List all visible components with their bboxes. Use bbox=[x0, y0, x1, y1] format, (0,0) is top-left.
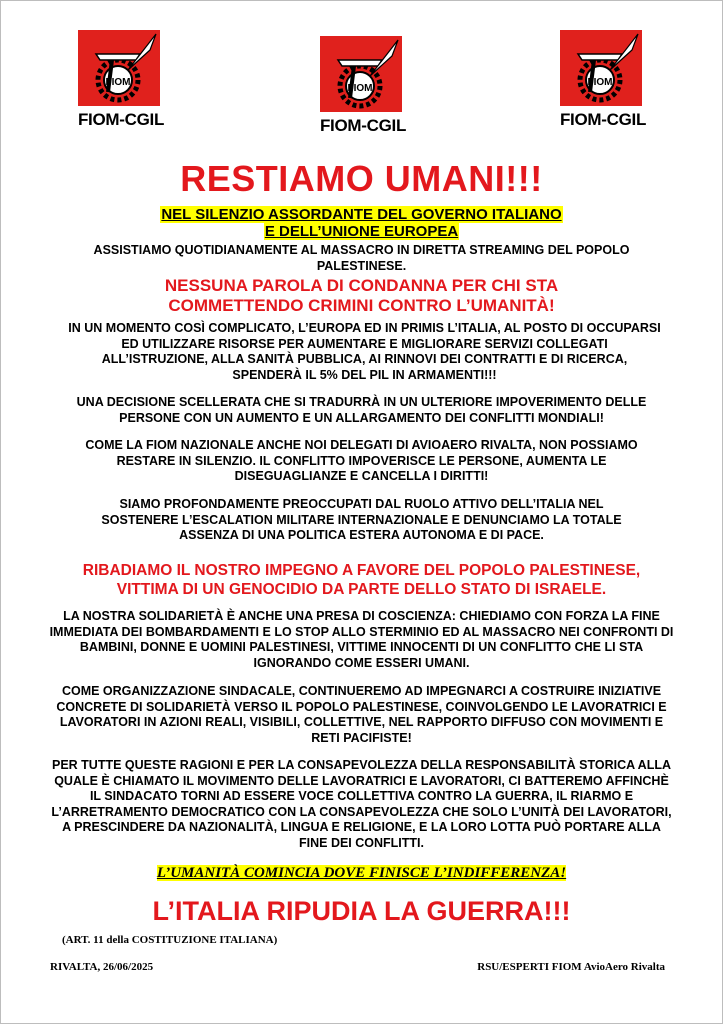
svg-text:FIOM: FIOM bbox=[587, 77, 613, 88]
highlight-text: NEL SILENZIO ASSORDANTE DEL GOVERNO ITALIANO bbox=[161, 206, 562, 223]
logo-name: FIOM-CGIL bbox=[319, 116, 407, 135]
gear-hammer-quill-icon bbox=[320, 36, 402, 112]
paragraph-armamenti: IN UN MOMENTO COSÌ COMPLICATO, L’EUROPA ED IN PRIMIS L’ITALIA, AL POSTO DI OCCUPARSI ED UTILIZZARE RISORSE PER AUMENTARE E MIGLIORARE SERVIZI COLLEGATI ALL’ISTRUZIONE, ALLA SANITÀ PUBBLICA, AI RINNOVI DEI CONTRATTI E DI RICERCA, SPENDERÀ IL 5% DEL PIL IN ARMAMENTI!!! bbox=[68, 321, 661, 382]
paragraph-preoccupati: SIAMO PROFONDAMENTE PREOCCUPATI DAL RUOLO ATTIVO DELL’ITALIA NEL SOSTENERE L’ESCALATION MILITARE INTERNAZIONALE E DENUNCIAMO LA TOTALE ASSENZA DI UNA POLITICA ESTERA AUTONOMA E DI PACE. bbox=[101, 497, 622, 542]
logo-name: FIOM-CGIL bbox=[77, 110, 165, 129]
fiom-cgil-logo-center bbox=[319, 36, 407, 140]
logo-name: FIOM-CGIL bbox=[559, 110, 647, 129]
highlight-heading-line1 bbox=[0, 206, 723, 223]
fiom-cgil-logo-left bbox=[77, 30, 165, 134]
main-title: RESTIAMO UMANI!!! bbox=[180, 158, 543, 199]
logo-red-square bbox=[78, 30, 160, 106]
gear-hammer-quill-icon bbox=[78, 30, 160, 106]
gear-hammer-quill-icon bbox=[560, 30, 642, 106]
svg-text:FIOM: FIOM bbox=[105, 77, 131, 88]
paragraph-ragioni: PER TUTTE QUESTE RAGIONI E PER LA CONSAPEVOLEZZA DELLA RESPONSABILITÀ STORICA ALLA QUALE È CHIAMATO IL MOVIMENTO DELLE LAVORATRICI E LAVORATORI, CI BATTEREMO AFFINCHÈ IL SINDACATO TORNI AD ESSERE VOCE COLLETTIVA CONTRO LA GUERRA, IL RIARMO E L’ARRETRAMENTO DEMOCRATICO CON LA CONSAPEVOLEZZA CHE SOLO L’UNITÀ DEI LAVORATORI, A PRESCINDERE DA NAZIONALITÀ, LINGUA E RELIGIONE, E LA LORO LOTTA PUÒ PORTARE ALLA FINE DEI CONFLITTI. bbox=[51, 758, 672, 850]
highlight-heading-line2 bbox=[0, 223, 723, 240]
fiom-cgil-logo-right bbox=[559, 30, 647, 134]
article-note: (ART. 11 della COSTITUZIONE ITALIANA) bbox=[62, 934, 278, 946]
paragraph-ribadiamo: RIBADIAMO IL NOSTRO IMPEGNO A FAVORE DEL POPOLO PALESTINESE, VITTIMA DI UN GENOCIDIO DA PARTE DELLO STATO DI ISRAELE. bbox=[82, 562, 641, 598]
place-date: RIVALTA, 26/06/2025 bbox=[50, 961, 154, 973]
paragraph-streaming: ASSISTIAMO QUOTIDIANAMENTE AL MASSACRO IN DIRETTA STREAMING DEL POPOLO PALESTINESE. bbox=[93, 243, 630, 273]
highlight-text: E DELL’UNIONE EUROPEA bbox=[264, 223, 459, 240]
paragraph-decisione: UNA DECISIONE SCELLERATA CHE SI TRADURRÀ IN UN ULTERIORE IMPOVERIMENTO DELLE PERSONE CON UN AUMENTO E UN ALLARGAMENTO DEI CONFLITTI MONDIALI! bbox=[76, 395, 647, 425]
paragraph-solidarieta: LA NOSTRA SOLIDARIETÀ È ANCHE UNA PRESA DI COSCIENZA: CHIEDIAMO CON FORZA LA FINE IMMEDIATA DEI BOMBARDAMENTI E LO STOP ALLO STERMINIO ED AL MASSACRO NEI CONFRONTI DI BAMBINI, DONNE E UOMINI PALESTINESI, VITTIME INNOCENTI DI UN CONFLITTO CHE LI STA IGNORANDO COME ESSERI UMANI. bbox=[49, 609, 674, 670]
paragraph-condanna: NESSUNA PAROLA DI CONDANNA PER CHI STA COMMETTENDO CRIMINI CONTRO L’UMANITÀ! bbox=[164, 276, 559, 315]
logo-red-square bbox=[560, 30, 642, 106]
paragraph-organizzazione: COME ORGANIZZAZIONE SINDACALE, CONTINUEREMO AD IMPEGNARCI A COSTRUIRE INIZIATIVE CONCRETE DI SOLIDARIETÀ VERSO IL POPOLO PALESTINESE, COINVOLGENDO LE LAVORATRICI E LAVORATORI IN AZIONI REALI, VISIBILI, COLLETTIVE, NEL RAPPORTO DIFFUSO CON MOVIMENTI E RETI PACIFISTE! bbox=[56, 684, 667, 745]
logo-red-square bbox=[320, 36, 402, 112]
motto-text: L’UMANITÀ COMINCIA DOVE FINISCE L’INDIFFERENZA! bbox=[156, 865, 567, 881]
svg-text:FIOM: FIOM bbox=[347, 83, 373, 94]
motto-line bbox=[0, 864, 723, 882]
final-title: L’ITALIA RIPUDIA LA GUERRA!!! bbox=[152, 896, 571, 926]
signature: RSU/ESPERTI FIOM AvioAero Rivalta bbox=[477, 961, 665, 973]
paragraph-fiom-nazionale: COME LA FIOM NAZIONALE ANCHE NOI DELEGATI DI AVIOAERO RIVALTA, NON POSSIAMO RESTARE IN SILENZIO. IL CONFLITTO IMPOVERISCE LE PERSONE, AUMENTA LE DISEGUAGLIANZE E CANCELLA I DIRITTI! bbox=[85, 438, 638, 483]
